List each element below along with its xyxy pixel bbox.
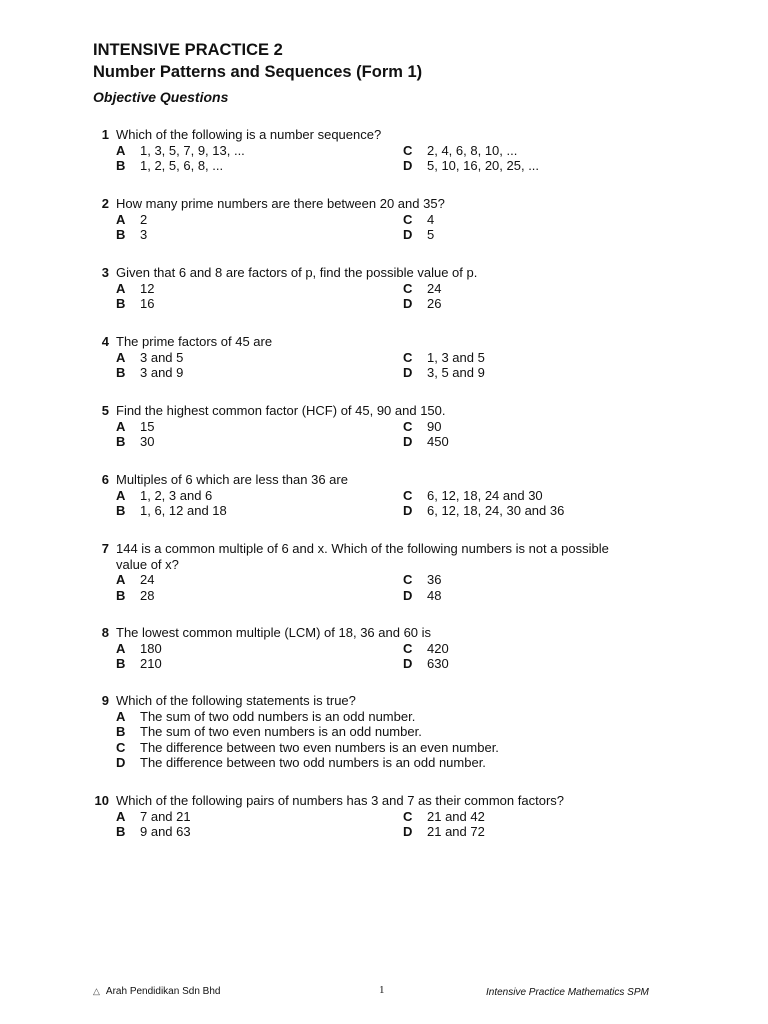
question-text: Given that 6 and 8 are factors of p, find the possible value of p. xyxy=(116,265,478,280)
question-6: 6 Multiples of 6 which are less than 36 are A 1, 2, 3 and 6 C 6, 12, 18, 24 and 30 B 1, 6, 12 and 18 D 6, 12, 18, 24, 30 and 36 xyxy=(0,472,768,519)
question-text: Which of the following is a number sequence? xyxy=(116,127,382,142)
question-2: 2 How many prime numbers are there between 20 and 35? A 2 C 4 B 3 D 5 xyxy=(0,196,768,243)
question-text: How many prime numbers are there between 20 and 35? xyxy=(116,196,445,211)
question-text: Find the highest common factor (HCF) of 45, 90 and 150. xyxy=(116,403,446,418)
question-text: Which of the following pairs of numbers has 3 and 7 as their common factors? xyxy=(116,793,564,808)
question-number: 4 xyxy=(101,334,109,349)
section-heading: Objective Questions xyxy=(93,89,229,105)
question-number: 6 xyxy=(101,472,109,487)
footer-book-title: Intensive Practice Mathematics SPM xyxy=(486,987,649,998)
page-subtitle: Number Patterns and Sequences (Form 1) xyxy=(93,63,423,81)
question-number: 7 xyxy=(101,541,109,556)
question-4: 4 The prime factors of 45 are A 3 and 5 C 1, 3 and 5 B 3 and 9 D 3, 5 and 9 xyxy=(0,334,768,381)
question-number: 1 xyxy=(101,127,109,142)
question-8: 8 The lowest common multiple (LCM) of 18, 36 and 60 is A 180 C 420 B 210 D 630 xyxy=(0,625,768,672)
question-1: 1 Which of the following is a number sequence? A 1, 3, 5, 7, 9, 13, ... C 2, 4, 6, 8, 10, ... B 1, 2, 5, 6, 8, ... D 5, 10, 16, 20, 25, ... xyxy=(0,127,768,174)
page-title: INTENSIVE PRACTICE 2 xyxy=(93,41,283,59)
question-text: The prime factors of 45 are xyxy=(116,334,273,349)
page-number: 1 xyxy=(379,984,385,996)
question-9: 9 Which of the following statements is true? A The sum of two odd numbers is an odd number. B The sum of two even numbers is an odd number. C The difference between two even numbers is an even number. D The difference between two odd numbers is an odd number. xyxy=(0,693,768,771)
question-number: 2 xyxy=(101,196,109,211)
question-number: 9 xyxy=(101,693,109,708)
question-number: 8 xyxy=(101,625,109,640)
footer-publisher: △ Arah Pendidikan Sdn Bhd xyxy=(93,986,221,997)
question-number: 3 xyxy=(101,265,109,280)
question-text: The lowest common multiple (LCM) of 18, 36 and 60 is xyxy=(116,625,432,640)
question-number: 5 xyxy=(101,403,109,418)
question-text-continued: value of x? xyxy=(116,556,179,572)
question-number: 10 xyxy=(94,793,109,808)
publisher-logo-icon: △ xyxy=(93,986,100,996)
question-text: Multiples of 6 which are less than 36 are xyxy=(116,472,348,487)
question-10: 10 Which of the following pairs of numbers has 3 and 7 as their common factors? A 7 and 21 C 21 and 42 B 9 and 63 D 21 and 72 xyxy=(94,793,564,839)
question-7: 7 144 is a common multiple of 6 and x. Which of the following numbers is not a possible value of x? A 24 C 36 B 28 D 48 xyxy=(0,541,768,603)
question-text: 144 is a common multiple of 6 and x. Which of the following numbers is not a possible xyxy=(116,541,609,556)
question-5: 5 Find the highest common factor (HCF) of 45, 90 and 150. A 15 C 90 B 30 D 450 xyxy=(0,403,768,450)
question-text: Which of the following statements is true? xyxy=(116,693,356,708)
question-3: 3 Given that 6 and 8 are factors of p, find the possible value of p. A 12 C 24 B 16 D 26 xyxy=(0,265,768,312)
